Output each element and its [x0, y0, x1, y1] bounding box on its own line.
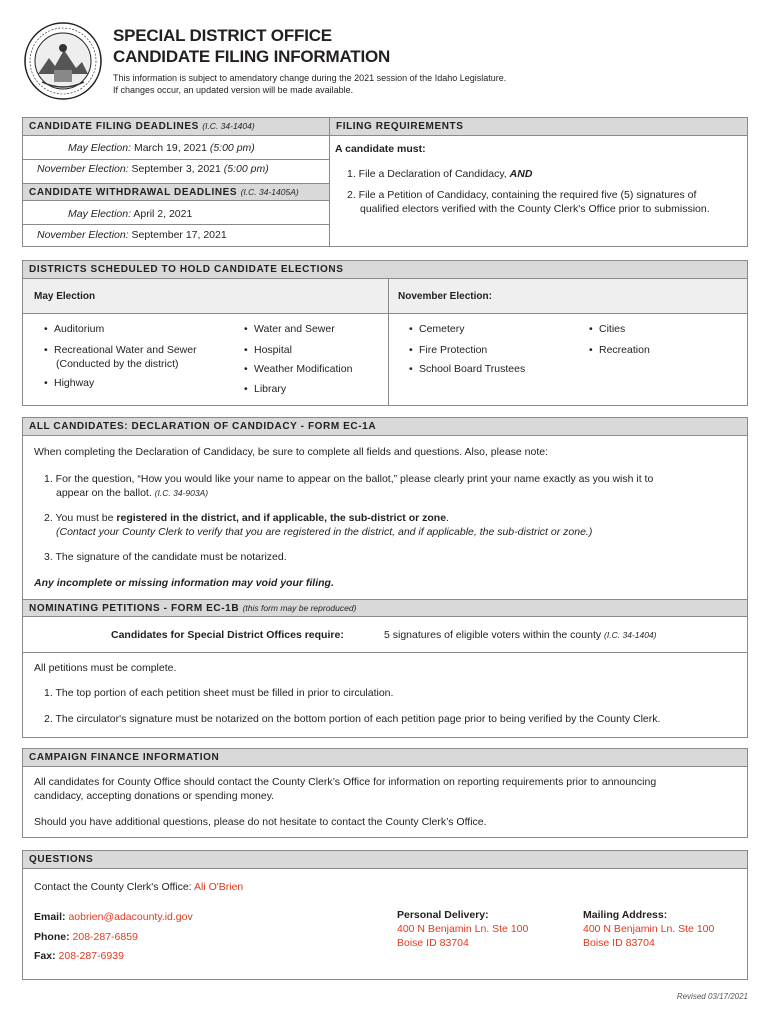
- withdrawal-may-row: [68, 207, 192, 221]
- list-item-note: (Conducted by the district): [56, 358, 179, 370]
- divider: [23, 159, 329, 160]
- campaign-finance-para-2: Should you have additional questions, please do not hesitate to contact the County Clerk’s Office.: [34, 816, 487, 828]
- districts-subheader: [23, 279, 747, 314]
- petitions-heading: NOMINATING PETITIONS - FORM EC-1B: [29, 603, 240, 614]
- list-item: • Water and Sewer: [244, 323, 335, 335]
- campaign-finance-heading: CAMPAIGN FINANCE INFORMATION: [29, 752, 220, 763]
- withdrawal-nov-value: September 17, 2021: [131, 229, 227, 241]
- questions-heading: QUESTIONS: [29, 854, 94, 865]
- revised-date: Revised 03/17/2021: [676, 992, 748, 1001]
- divider: [23, 224, 329, 225]
- requirement-item-1-and: AND: [509, 168, 533, 180]
- note-line-1: This information is subject to amendatory change during the 2021 session of the Idaho Legislature.: [113, 73, 507, 83]
- state-seal-icon: [24, 22, 102, 100]
- fax-value: 208-287-6939: [58, 950, 124, 962]
- filing-nov-row: [37, 162, 269, 176]
- filing-nov-time: (5:00 pm): [223, 163, 269, 175]
- declaration-heading: ALL CANDIDATES: DECLARATION OF CANDIDACY - FORM EC-1A: [29, 421, 377, 432]
- withdrawal-nov-row: [37, 228, 227, 242]
- requirement-item-2-line-1: 2. File a Petition of Candidacy, containing the required five (5) signatures of: [347, 189, 697, 201]
- personal-delivery-line-2: Boise ID 83704: [397, 937, 469, 949]
- amendatory-note: [113, 72, 506, 96]
- email-link[interactable]: aobrien@adacounty.id.gov: [68, 911, 193, 923]
- may-election-heading: May Election: [34, 291, 96, 302]
- note-line-2: If changes occur, an updated version will be made available.: [113, 85, 354, 95]
- phone-value: 208-287-6859: [72, 931, 138, 943]
- withdrawal-deadlines-code: (I.C. 34-1405A): [240, 187, 299, 197]
- divider: [388, 279, 389, 405]
- list-item: • Highway: [44, 377, 95, 389]
- questions-contact: Contact the County Clerk's Office: Ali O'Brien: [34, 881, 244, 893]
- filing-requirements-header: [330, 118, 747, 136]
- questions-phone: Phone: 208-287-6859: [34, 931, 138, 943]
- campaign-finance-para-1-line-1: All candidates for County Office should contact the County Clerk’s Office for information on reporting requirements prior to announcing: [34, 776, 657, 788]
- filing-deadlines-code: (I.C. 34-1404): [202, 121, 255, 131]
- campaign-finance-header: [23, 749, 747, 767]
- list-item: • Recreational Water and Sewer: [44, 344, 197, 356]
- filing-may-label: May Election:: [68, 142, 132, 154]
- declaration-header: [23, 418, 747, 436]
- list-item: • Library: [244, 383, 287, 395]
- filing-may-value: March 19, 2021: [133, 142, 207, 154]
- list-item: • Weather Modification: [244, 363, 353, 375]
- list-item: • Recreation: [589, 344, 650, 356]
- divider: [329, 118, 330, 246]
- petitions-item-2: 2. The circulator's signature must be notarized on the bottom portion of each petition page prior to being verified by the County Clerk.: [44, 713, 661, 725]
- petitions-all-complete: All petitions must be complete.: [34, 662, 177, 674]
- withdrawal-may-value: April 2, 2021: [133, 208, 193, 220]
- list-item: • Hospital: [244, 344, 292, 356]
- withdrawal-may-label: May Election:: [68, 208, 132, 220]
- withdrawal-deadlines-heading: CANDIDATE WITHDRAWAL DEADLINES: [29, 187, 238, 198]
- list-item: • Cities: [589, 323, 626, 335]
- requirement-item-2-line-2: qualified electors verified with the County Clerk's Office prior to submission.: [360, 203, 710, 215]
- declaration-item-1-code: (I.C. 34-903A): [154, 488, 209, 498]
- requirements-intro: A candidate must:: [335, 143, 426, 155]
- requirement-item-1: [347, 167, 532, 181]
- list-item: • Fire Protection: [409, 344, 488, 356]
- petitions-require-label: Candidates for Special District Offices require:: [111, 629, 344, 641]
- questions-header: [23, 851, 747, 869]
- page-title: [113, 25, 390, 67]
- filing-nov-value: September 3, 2021: [131, 163, 221, 175]
- personal-delivery-line-1: 400 N Benjamin Ln. Ste 100: [397, 923, 529, 935]
- filing-deadlines-header: [23, 118, 329, 136]
- mailing-address-line-1: 400 N Benjamin Ln. Ste 100: [583, 923, 715, 935]
- declaration-warning: Any incomplete or missing information may void your filing.: [34, 577, 334, 589]
- petitions-heading-note: (this form may be reproduced): [242, 603, 357, 613]
- questions-fax: Fax: 208-287-6939: [34, 950, 124, 962]
- petitions-header: [23, 599, 747, 617]
- divider: [23, 652, 747, 653]
- filing-may-time: (5:00 pm): [209, 142, 255, 154]
- declaration-intro: When completing the Declaration of Candidacy, be sure to complete all fields and questions. Also, please note:: [34, 446, 549, 458]
- filing-may-row: [68, 141, 255, 155]
- declaration-item-2-line-2: (Contact your County Clerk to verify that you are registered in the district, and if applicable, the sub-district or zone.): [56, 526, 593, 538]
- campaign-finance-para-1-line-2: candidacy, accepting donations or spending money.: [34, 790, 275, 802]
- mailing-address-line-2: Boise ID 83704: [583, 937, 655, 949]
- petitions-item-1: 1. The top portion of each petition sheet must be filled in prior to circulation.: [44, 687, 394, 699]
- withdrawal-nov-label: November Election:: [37, 229, 129, 241]
- petitions-require-code: (I.C. 34-1404): [604, 630, 657, 640]
- title-line-2: CANDIDATE FILING INFORMATION: [113, 47, 391, 66]
- petitions-require-value: 5 signatures of eligible voters within the county (I.C. 34-1404): [384, 629, 657, 641]
- districts-header: [23, 261, 747, 279]
- filing-nov-label: November Election:: [37, 163, 129, 175]
- list-item: • Auditorium: [44, 323, 105, 335]
- personal-delivery-label: Personal Delivery:: [397, 909, 489, 921]
- requirement-item-1-text: 1. File a Declaration of Candidacy,: [347, 168, 507, 180]
- list-item: • Cemetery: [409, 323, 465, 335]
- declaration-item-1-line-2: appear on the ballot. (I.C. 34-903A): [56, 487, 209, 499]
- withdrawal-deadlines-header: [23, 183, 329, 201]
- questions-email: Email: aobrien@adacounty.id.gov: [34, 911, 193, 923]
- filing-deadlines-heading: CANDIDATE FILING DEADLINES: [29, 121, 199, 132]
- declaration-item-2: 2. You must be registered in the district, and if applicable, the sub-district or zone.: [44, 512, 449, 524]
- title-line-1: SPECIAL DISTRICT OFFICE: [113, 26, 332, 45]
- list-item: • School Board Trustees: [409, 363, 526, 375]
- contact-name: Ali O'Brien: [193, 881, 244, 893]
- districts-heading: DISTRICTS SCHEDULED TO HOLD CANDIDATE ELECTIONS: [29, 264, 344, 275]
- nov-election-heading: November Election:: [398, 291, 492, 302]
- declaration-item-3: 3. The signature of the candidate must be notarized.: [44, 551, 287, 563]
- filing-requirements-heading: FILING REQUIREMENTS: [336, 121, 464, 132]
- mailing-address-label: Mailing Address:: [583, 909, 668, 921]
- declaration-item-1-line-1: 1. For the question, “How you would like your name to appear on the ballot,” please clearly print your name exactly as you wish it to: [44, 473, 654, 485]
